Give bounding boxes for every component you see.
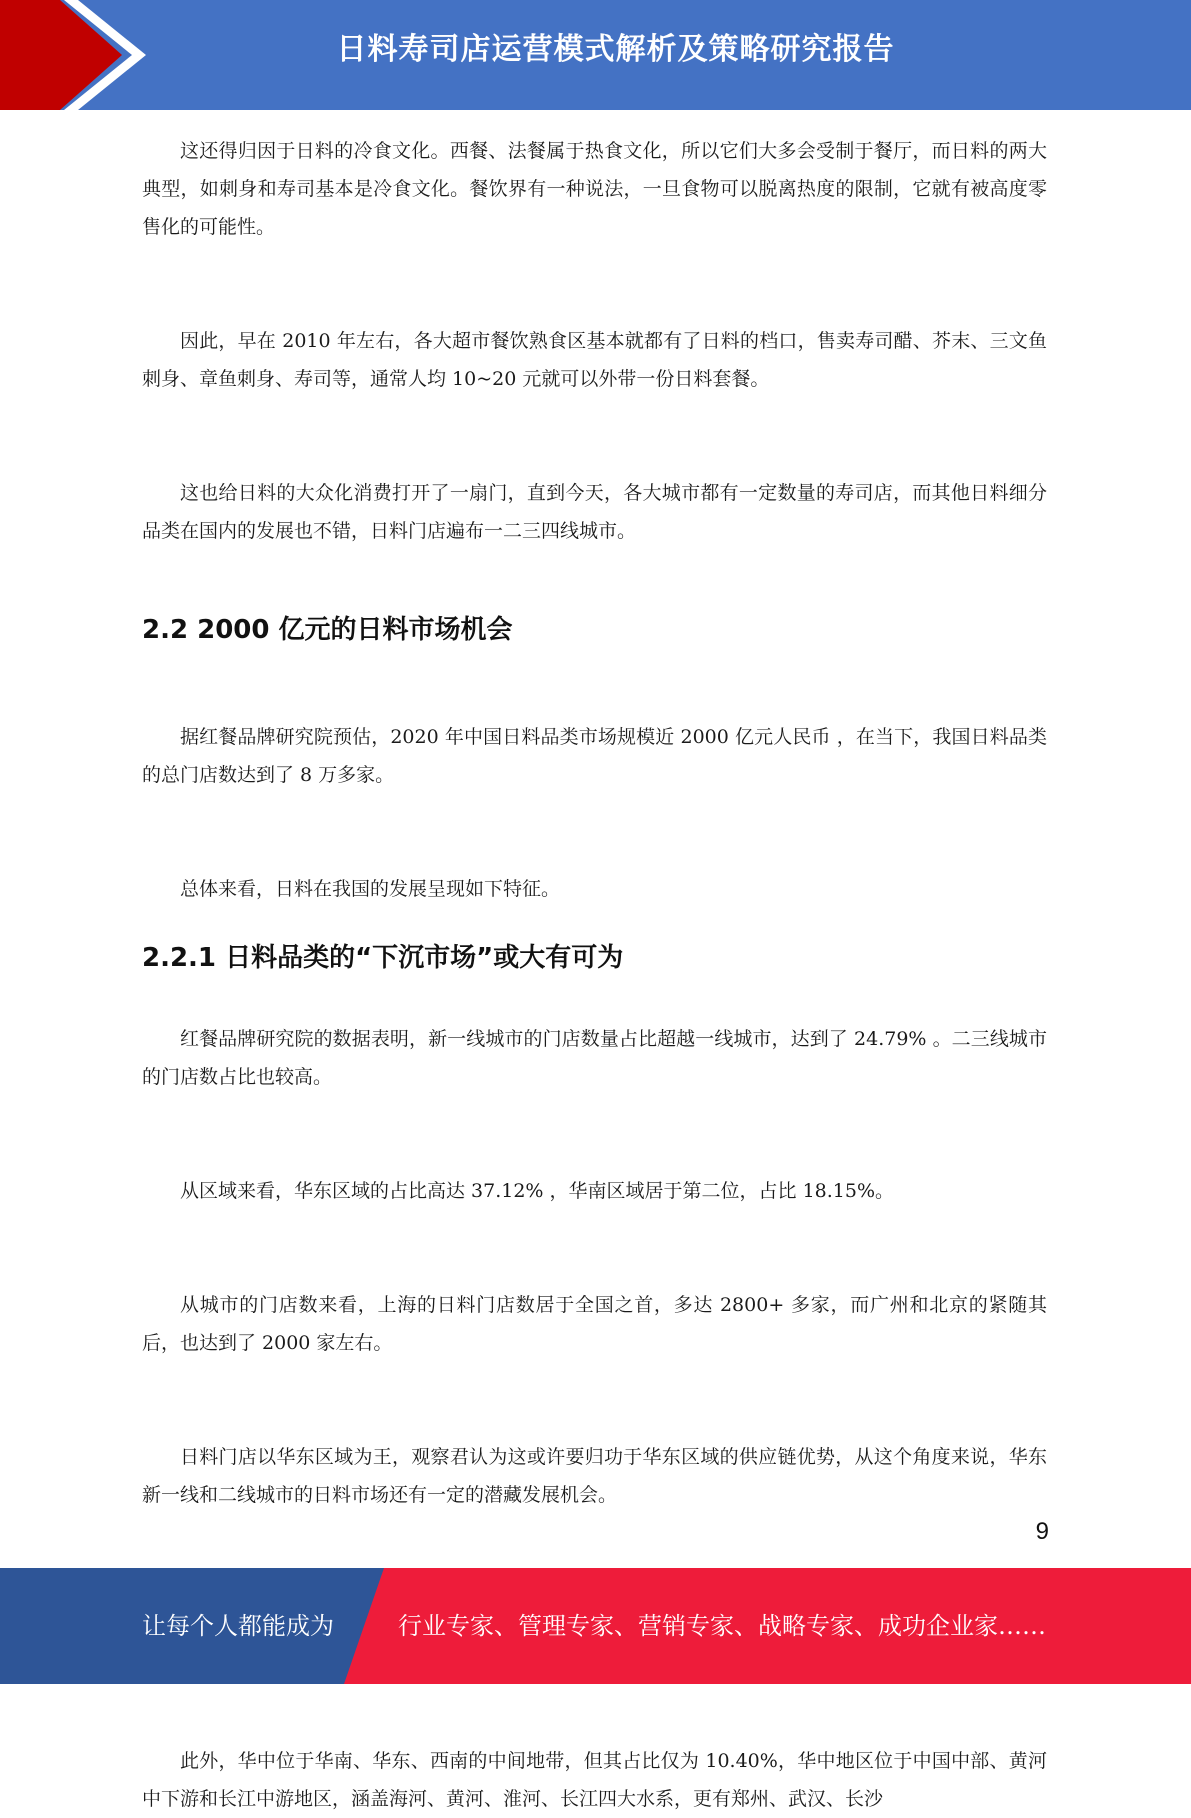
report-title: 日料寿司店运营模式解析及策略研究报告 — [336, 32, 895, 67]
paragraph: 日料门店以华东区域为王，观察君认为这或许要归功于华东区域的供应链优势，从这个角度来说，华东新一线和二线城市的日料市场还有一定的潜藏发展机会。 — [142, 1446, 1047, 1506]
page-footer — [0, 1568, 1191, 1684]
paragraph: 从城市的门店数来看，上海的日料门店数居于全国之首，多达 2800+ 多家，而广州和北京的紧随其后，也达到了 2000 家左右。 — [142, 1294, 1047, 1354]
page-number: 9 — [1035, 1518, 1049, 1545]
subsection-heading: 2.2.1 日料品类的“下沉市场”或大有可为 — [142, 943, 624, 973]
section-heading: 2.2 2000 亿元的日料市场机会 — [142, 615, 513, 645]
paragraph: 据红餐品牌研究院预估，2020 年中国日料品类市场规模近 2000 亿元人民币 ，在当下，我国日料品类的总门店数达到了 8 万多家。 — [142, 726, 1047, 786]
paragraph: 此外，华中位于华南、华东、西南的中间地带，但其占比仅为 10.40%，华中地区位于中国中部、黄河中下游和长江中游地区，涵盖海河、黄河、淮河、长江四大水系，更有郑州、武汉、长沙 — [142, 1750, 1047, 1810]
header-arrow-decoration — [0, 0, 160, 110]
footer-slogan-right: 行业专家、管理专家、营销专家、战略专家、成功企业家…… — [398, 1612, 1046, 1640]
paragraph: 总体来看，日料在我国的发展呈现如下特征。 — [180, 878, 561, 900]
paragraph: 因此，早在 2010 年左右，各大超市餐饮熟食区基本就都有了日料的档口，售卖寿司醋、芥末、三文鱼刺身、章鱼刺身、寿司等，通常人均 10~20 元就可以外带一份日料套餐。 — [142, 330, 1047, 390]
paragraph: 从区域来看，华东区域的占比高达 37.12% ，华南区域居于第二位，占比 18.15%。 — [180, 1180, 895, 1202]
paragraph: 这也给日料的大众化消费打开了一扇门，直到今天，各大城市都有一定数量的寿司店，而其他日料细分品类在国内的发展也不错，日料门店遍布一二三四线城市。 — [142, 482, 1047, 542]
document-body — [142, 132, 1047, 1818]
page-header — [0, 0, 1191, 110]
paragraph: 红餐品牌研究院的数据表明，新一线城市的门店数量占比超越一线城市，达到了 24.79% 。二三线城市的门店数占比也较高。 — [142, 1028, 1047, 1088]
footer-slogan-left: 让每个人都能成为 — [142, 1612, 334, 1640]
paragraph: 这还得归因于日料的冷食文化。西餐、法餐属于热食文化，所以它们大多会受制于餐厅，而日料的两大典型，如刺身和寿司基本是冷食文化。餐饮界有一种说法，一旦食物可以脱离热度的限制，它就有被高度零售化的可能性。 — [142, 140, 1047, 238]
